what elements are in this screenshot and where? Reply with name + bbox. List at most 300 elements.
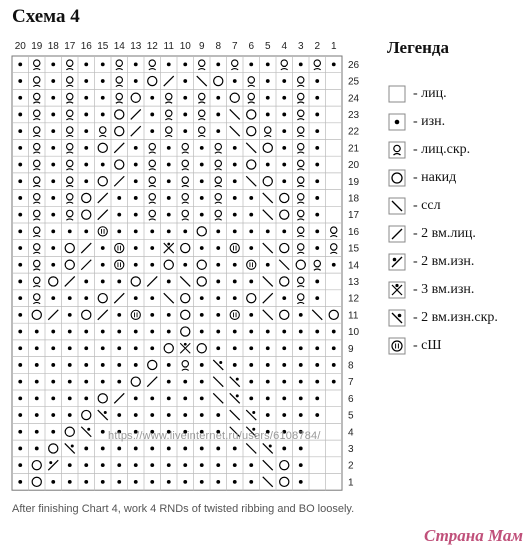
stitch-purl xyxy=(233,229,237,233)
stitch-purl xyxy=(101,79,105,83)
stitch-purl xyxy=(134,246,138,250)
stitch-purl xyxy=(167,380,171,384)
stitch-purl xyxy=(18,380,22,384)
legend-item-purl xyxy=(388,113,445,131)
stitch-purl xyxy=(18,480,22,484)
stitch-purl xyxy=(84,480,88,484)
stitch-purl xyxy=(266,113,270,117)
stitch-purl xyxy=(51,380,55,384)
stitch-purl xyxy=(216,330,220,334)
stitch-purl xyxy=(101,96,105,100)
stitch-purl xyxy=(249,229,253,233)
stitch-purl xyxy=(249,380,253,384)
stitch-purl xyxy=(150,229,154,233)
stitch-purl xyxy=(150,447,154,451)
stitch-purl xyxy=(101,246,105,250)
stitch-purl xyxy=(183,413,187,417)
column-number: 16 xyxy=(80,41,92,52)
stitch-purl xyxy=(249,363,253,367)
stitch-purl xyxy=(51,96,55,100)
stitch-purl xyxy=(249,62,253,66)
stitch-purl xyxy=(101,447,105,451)
stitch-purl xyxy=(167,480,171,484)
row-number: 5 xyxy=(348,410,354,422)
stitch-purl xyxy=(51,346,55,350)
stitch-purl xyxy=(266,229,270,233)
stitch-purl xyxy=(200,480,204,484)
stitch-purl xyxy=(167,280,171,284)
stitch-purl xyxy=(266,330,270,334)
stitch-purl xyxy=(134,396,138,400)
stitch-purl xyxy=(315,330,319,334)
stitch-purl xyxy=(84,163,88,167)
stitch-purl xyxy=(117,463,121,467)
stitch-purl xyxy=(68,229,72,233)
stitch-purl xyxy=(150,246,154,250)
stitch-purl xyxy=(18,413,22,417)
stitch-purl xyxy=(18,280,22,284)
legend-item-ssk xyxy=(388,197,441,215)
row-number: 20 xyxy=(348,160,360,172)
stitch-purl xyxy=(167,413,171,417)
stitch-purl xyxy=(18,213,22,217)
stitch-purl xyxy=(68,313,72,317)
column-number: 10 xyxy=(179,41,191,52)
row-number: 16 xyxy=(348,226,360,238)
stitch-purl xyxy=(134,480,138,484)
stitch-purl xyxy=(101,363,105,367)
stitch-purl xyxy=(150,129,154,133)
stitch-purl xyxy=(299,346,303,350)
stitch-purl xyxy=(200,463,204,467)
stitch-purl xyxy=(134,296,138,300)
stitch-purl xyxy=(282,363,286,367)
stitch-purl xyxy=(216,96,220,100)
column-number: 9 xyxy=(198,41,205,52)
stitch-purl xyxy=(84,363,88,367)
stitch-purl xyxy=(51,263,55,267)
row-number: 7 xyxy=(348,377,354,389)
stitch-purl xyxy=(282,113,286,117)
stitch-purl xyxy=(101,463,105,467)
stitch-purl xyxy=(84,346,88,350)
stitch-purl xyxy=(51,196,55,200)
stitch-purl xyxy=(233,196,237,200)
stitch-purl xyxy=(233,296,237,300)
stitch-purl xyxy=(84,380,88,384)
stitch-purl xyxy=(117,213,121,217)
stitch-purl xyxy=(101,113,105,117)
legend-label: - накид xyxy=(413,170,457,185)
stitch-purl xyxy=(84,447,88,451)
stitch-purl xyxy=(216,62,220,66)
k3tog-icon xyxy=(388,281,406,299)
row-number: 24 xyxy=(348,93,360,105)
bobble-icon xyxy=(388,337,406,355)
stitch-purl xyxy=(117,229,121,233)
stitch-purl xyxy=(266,62,270,66)
stitch-purl xyxy=(299,396,303,400)
stitch-purl xyxy=(282,163,286,167)
stitch-purl xyxy=(150,413,154,417)
stitch-purl xyxy=(117,346,121,350)
stitch-purl xyxy=(315,196,319,200)
stitch-purl xyxy=(282,330,286,334)
stitch-purl xyxy=(68,296,72,300)
stitch-purl xyxy=(84,296,88,300)
watermark: https://www.liveinternet.ru/users/6108784/ xyxy=(108,430,321,442)
legend-label: - лиц.скр. xyxy=(413,142,471,157)
row-number: 23 xyxy=(348,109,360,121)
stitch-purl xyxy=(216,246,220,250)
stitch-purl xyxy=(216,413,220,417)
stitch-purl xyxy=(282,79,286,83)
row-number: 1 xyxy=(348,477,354,489)
row-number: 11 xyxy=(348,310,359,322)
legend-item-k3tog xyxy=(388,281,474,299)
stitch-purl xyxy=(315,280,319,284)
row-number: 22 xyxy=(348,126,360,138)
stitch-purl xyxy=(117,380,121,384)
stitch-purl xyxy=(332,330,336,334)
stitch-purl xyxy=(315,163,319,167)
stitch-purl xyxy=(101,480,105,484)
stitch-purl xyxy=(200,246,204,250)
stitch-purl xyxy=(233,146,237,150)
stitch-purl xyxy=(84,330,88,334)
stitch-purl xyxy=(200,363,204,367)
stitch-purl xyxy=(315,179,319,183)
stitch-purl xyxy=(18,430,22,434)
stitch-purl xyxy=(18,62,22,66)
stitch-purl xyxy=(51,62,55,66)
twisted-knit-icon xyxy=(388,141,406,159)
stitch-purl xyxy=(183,229,187,233)
stitch-purl xyxy=(68,463,72,467)
stitch-purl xyxy=(134,229,138,233)
stitch-purl xyxy=(233,463,237,467)
row-number: 4 xyxy=(348,427,354,439)
stitch-purl xyxy=(101,430,105,434)
stitch-purl xyxy=(282,96,286,100)
stitch-purl xyxy=(134,413,138,417)
stitch-purl xyxy=(101,62,105,66)
stitch-purl xyxy=(266,380,270,384)
stitch-purl xyxy=(167,163,171,167)
legend-item-yarn-over xyxy=(388,169,456,187)
stitch-purl xyxy=(266,363,270,367)
stitch-purl xyxy=(200,330,204,334)
stitch-purl xyxy=(266,413,270,417)
stitch-purl xyxy=(183,263,187,267)
stitch-purl xyxy=(249,396,253,400)
stitch-purl xyxy=(51,413,55,417)
stitch-purl xyxy=(117,363,121,367)
stitch-purl xyxy=(233,163,237,167)
stitch-purl xyxy=(68,380,72,384)
stitch-purl xyxy=(18,246,22,250)
stitch-purl xyxy=(299,447,303,451)
stitch-purl xyxy=(18,396,22,400)
stitch-purl xyxy=(183,380,187,384)
stitch-purl xyxy=(167,447,171,451)
stitch-purl xyxy=(282,447,286,451)
stitch-purl xyxy=(216,480,220,484)
stitch-purl xyxy=(117,330,121,334)
column-number: 19 xyxy=(31,41,43,52)
stitch-purl xyxy=(117,480,121,484)
stitch-purl xyxy=(84,129,88,133)
stitch-purl xyxy=(18,313,22,317)
stitch-purl xyxy=(233,280,237,284)
stitch-purl xyxy=(134,213,138,217)
stitch-purl xyxy=(315,96,319,100)
stitch-purl xyxy=(18,163,22,167)
stitch-purl xyxy=(216,113,220,117)
legend-label: - изн. xyxy=(413,114,446,129)
stitch-purl xyxy=(117,196,121,200)
stitch-purl xyxy=(18,96,22,100)
stitch-purl xyxy=(249,280,253,284)
stitch-purl xyxy=(249,196,253,200)
stitch-purl xyxy=(167,396,171,400)
stitch-purl xyxy=(216,129,220,133)
stitch-purl xyxy=(18,346,22,350)
stitch-purl xyxy=(233,480,237,484)
stitch-purl xyxy=(134,346,138,350)
stitch-purl xyxy=(35,346,39,350)
stitch-purl xyxy=(84,229,88,233)
stitch-purl xyxy=(200,396,204,400)
stitch-purl xyxy=(18,447,22,451)
stitch-purl xyxy=(216,313,220,317)
stitch-purl xyxy=(117,280,121,284)
stitch-purl xyxy=(282,413,286,417)
row-number: 3 xyxy=(348,443,354,455)
stitch-purl xyxy=(51,229,55,233)
stitch-purl xyxy=(266,263,270,267)
stitch-purl xyxy=(282,129,286,133)
stitch-purl xyxy=(101,163,105,167)
stitch-purl xyxy=(51,163,55,167)
row-number: 19 xyxy=(348,176,360,188)
stitch-purl xyxy=(51,396,55,400)
column-number: 13 xyxy=(130,41,142,52)
stitch-purl xyxy=(167,363,171,367)
stitch-purl xyxy=(332,380,336,384)
column-number: 14 xyxy=(113,41,125,52)
column-number: 11 xyxy=(163,41,174,52)
empty-square-icon xyxy=(388,85,406,103)
yarn-over-icon xyxy=(388,169,406,187)
stitch-purl xyxy=(167,463,171,467)
stitch-purl xyxy=(315,363,319,367)
stitch-purl xyxy=(299,313,303,317)
stitch-purl xyxy=(35,396,39,400)
column-number: 5 xyxy=(264,41,271,52)
stitch-purl xyxy=(68,396,72,400)
stitch-purl xyxy=(200,380,204,384)
stitch-purl xyxy=(299,480,303,484)
stitch-purl xyxy=(117,313,121,317)
stitch-purl xyxy=(167,196,171,200)
stitch-purl xyxy=(84,96,88,100)
stitch-purl xyxy=(117,447,121,451)
stitch-purl xyxy=(167,62,171,66)
stitch-purl xyxy=(315,129,319,133)
stitch-purl xyxy=(200,213,204,217)
stitch-purl xyxy=(216,280,220,284)
stitch-purl xyxy=(249,330,253,334)
stitch-purl xyxy=(150,480,154,484)
stitch-purl xyxy=(150,113,154,117)
column-number: 8 xyxy=(215,41,222,52)
stitch-purl xyxy=(18,463,22,467)
stitch-purl xyxy=(183,396,187,400)
stitch-purl xyxy=(299,363,303,367)
stitch-purl xyxy=(51,113,55,117)
stitch-purl xyxy=(18,79,22,83)
legend-label: - 2 вм.лиц. xyxy=(413,226,476,241)
stitch-purl xyxy=(167,330,171,334)
stitch-purl xyxy=(150,96,154,100)
stitch-purl xyxy=(216,463,220,467)
stitch-purl xyxy=(35,330,39,334)
p2tog-tbl-icon xyxy=(388,309,406,327)
stitch-purl xyxy=(51,246,55,250)
stitch-purl xyxy=(282,146,286,150)
stitch-purl xyxy=(299,62,303,66)
column-number: 6 xyxy=(248,41,255,52)
stitch-purl xyxy=(134,263,138,267)
stitch-purl xyxy=(18,296,22,300)
stitch-purl xyxy=(200,146,204,150)
stitch-purl xyxy=(134,179,138,183)
stitch-purl xyxy=(216,229,220,233)
stitch-purl xyxy=(167,313,171,317)
stitch-purl xyxy=(315,413,319,417)
column-number: 17 xyxy=(64,41,76,52)
stitch-purl xyxy=(249,463,253,467)
row-number: 14 xyxy=(348,260,360,272)
p2tog-icon xyxy=(388,253,406,271)
stitch-purl xyxy=(282,296,286,300)
stitch-purl xyxy=(299,330,303,334)
stitch-purl xyxy=(84,62,88,66)
stitch-purl xyxy=(51,179,55,183)
legend-label: - 2 вм.изн. xyxy=(413,254,475,269)
stitch-purl xyxy=(216,346,220,350)
legend-item-twisted-knit xyxy=(388,141,470,159)
row-number: 9 xyxy=(348,343,354,355)
stitch-purl xyxy=(183,62,187,66)
stitch-purl xyxy=(101,380,105,384)
stitch-purl xyxy=(216,447,220,451)
column-number: 2 xyxy=(314,41,321,52)
stitch-purl xyxy=(315,79,319,83)
stitch-purl xyxy=(183,113,187,117)
row-number: 6 xyxy=(348,393,354,405)
stitch-purl xyxy=(51,480,55,484)
stitch-purl xyxy=(18,146,22,150)
legend-label: - ссл xyxy=(413,198,441,213)
stitch-purl xyxy=(282,179,286,183)
stitch-purl xyxy=(233,263,237,267)
stitch-purl xyxy=(200,447,204,451)
stitch-purl xyxy=(51,363,55,367)
stitch-purl xyxy=(299,413,303,417)
column-number: 3 xyxy=(297,41,304,52)
stitch-purl xyxy=(134,330,138,334)
stitch-purl xyxy=(18,113,22,117)
stitch-purl xyxy=(134,62,138,66)
stitch-purl xyxy=(315,380,319,384)
row-number: 10 xyxy=(348,327,360,339)
stitch-purl xyxy=(233,330,237,334)
legend-title: Легенда xyxy=(387,38,450,57)
stitch-purl xyxy=(117,413,121,417)
row-number: 13 xyxy=(348,276,360,288)
ssk-icon xyxy=(388,197,406,215)
stitch-purl xyxy=(51,430,55,434)
stitch-purl xyxy=(200,413,204,417)
column-number: 1 xyxy=(330,41,337,52)
stitch-purl xyxy=(183,463,187,467)
stitch-purl xyxy=(134,363,138,367)
stitch-purl xyxy=(183,129,187,133)
legend-item-p2tog-tbl xyxy=(388,309,498,327)
legend-label: - лиц. xyxy=(413,86,447,101)
stitch-purl xyxy=(134,447,138,451)
site-logo: Страна Мам xyxy=(424,526,524,545)
purl-dot-icon xyxy=(388,113,406,131)
stitch-purl xyxy=(101,280,105,284)
legend-label: - 3 вм.изн. xyxy=(413,282,475,297)
stitch-purl xyxy=(200,163,204,167)
stitch-purl xyxy=(150,313,154,317)
footnote: After finishing Chart 4, work 4 RNDs of twisted ribbing and BO loosely. xyxy=(12,503,355,515)
stitch-purl xyxy=(332,346,336,350)
stitch-purl xyxy=(35,413,39,417)
stitch-purl xyxy=(315,146,319,150)
row-number: 17 xyxy=(348,210,360,222)
stitch-purl xyxy=(84,179,88,183)
stitch-purl xyxy=(18,330,22,334)
stitch-purl xyxy=(315,296,319,300)
column-number: 12 xyxy=(146,41,158,52)
legend-label: - 2 вм.изн.скр. xyxy=(413,310,498,325)
stitch-purl xyxy=(332,263,336,267)
stitch-purl xyxy=(282,380,286,384)
stitch-purl xyxy=(315,113,319,117)
stitch-purl xyxy=(167,146,171,150)
stitch-purl xyxy=(233,79,237,83)
stitch-purl xyxy=(84,146,88,150)
row-number: 15 xyxy=(348,243,360,255)
stitch-purl xyxy=(167,229,171,233)
stitch-purl xyxy=(35,380,39,384)
stitch-purl xyxy=(183,480,187,484)
stitch-purl xyxy=(18,229,22,233)
column-number: 18 xyxy=(47,41,59,52)
stitch-purl xyxy=(200,296,204,300)
stitch-purl xyxy=(315,396,319,400)
stitch-purl xyxy=(68,413,72,417)
column-number: 4 xyxy=(281,41,288,52)
stitch-purl xyxy=(233,213,237,217)
stitch-purl xyxy=(101,263,105,267)
stitch-purl xyxy=(299,463,303,467)
